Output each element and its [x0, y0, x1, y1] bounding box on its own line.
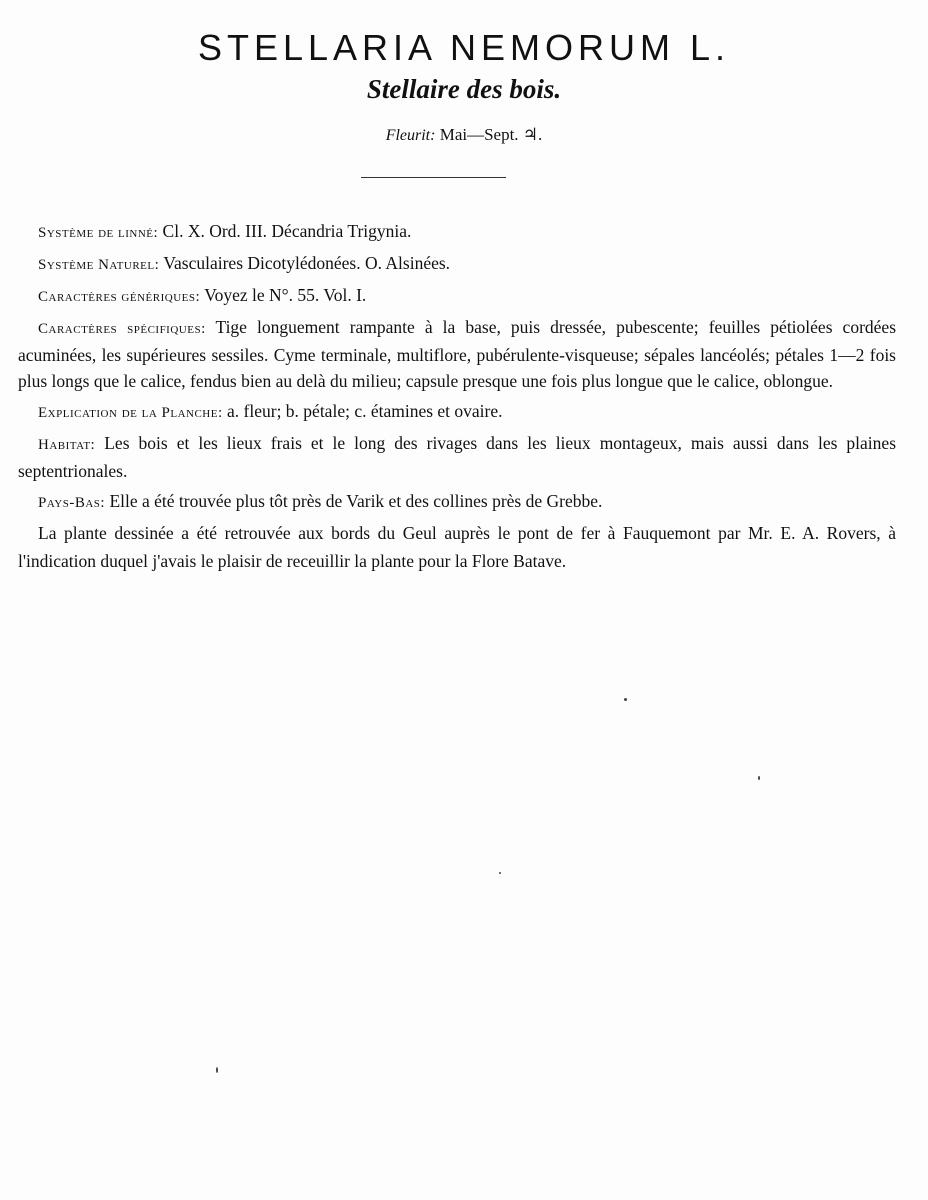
- paragraph-linnaeus-system: [18, 218, 896, 246]
- paragraph-text: a. fleur; b. pétale; c. étamines et ovaire.: [222, 401, 503, 421]
- paragraph-label: Caractères génériques:: [38, 289, 201, 305]
- paragraph-label: Pays-Bas:: [38, 495, 106, 511]
- divider: [361, 177, 506, 178]
- paragraph-text: Elle a été trouvée plus tôt près de Varik et des collines près de Grebbe.: [105, 491, 603, 511]
- paper-speck: [758, 776, 760, 780]
- paragraph-label: Système Naturel:: [38, 257, 160, 273]
- paragraph-plate-explanation: [18, 398, 896, 426]
- paragraph-label: Système de linné:: [38, 225, 159, 241]
- flowering-label: Fleurit:: [385, 127, 436, 144]
- flowering-line: [0, 126, 928, 144]
- page-title: STELLARIA NEMORUM L.: [197, 27, 731, 68]
- paragraph-label: Explication de la Planche:: [38, 405, 223, 421]
- paragraph-text: Vasculaires Dicotylédonées. O. Alsinées.: [159, 253, 451, 273]
- paper-speck: [624, 698, 627, 701]
- description-body: [18, 218, 896, 578]
- paragraph-text: La plante dessinée a été retrouvée aux bords du Geul auprès le pont de fer à Fauquemont par Mr. E. A. Rovers, à l'indication duquel j'avais le plaisir de receuillir la plante pour la Flore Batave.: [18, 523, 896, 571]
- paragraph-text: Les bois et les lieux frais et le long des rivages dans les lieux montageux, mais aussi dans les plaines septentrionales.: [18, 433, 896, 481]
- paper-speck: [216, 1067, 218, 1073]
- paragraph-habitat: [18, 430, 896, 484]
- paragraph-natural-system: [18, 250, 896, 278]
- paragraph-text: Tige longuement rampante à la base, puis dressée, pubescente; feuilles pétiolées cordées acuminées, les supérieures sessiles. Cyme terminale, multiflore, pubérulente-visqueuse; sépales lancéolés; pétales 1—2 fois plus longs que le calice, fendus bien au delà du milieu; capsule presque une fois plus longue que le calice, oblongue.: [18, 317, 896, 391]
- paragraph-text: Cl. X. Ord. III. Décandria Trigynia.: [158, 221, 412, 241]
- paragraph-collection-note: [18, 520, 896, 574]
- page-subtitle: Stellaire des bois.: [366, 74, 562, 104]
- paragraph-generic-characters: [18, 282, 896, 310]
- flowering-value: Mai—Sept. ♃.: [439, 125, 543, 144]
- paragraph-specific-characters: [18, 314, 896, 394]
- paragraph-label: Habitat:: [38, 437, 96, 453]
- paragraph-text: Voyez le N°. 55. Vol. I.: [200, 285, 367, 305]
- paper-speck: [499, 872, 501, 874]
- paragraph-netherlands: [18, 488, 896, 516]
- paragraph-label: Caractères spécifiques:: [38, 321, 206, 337]
